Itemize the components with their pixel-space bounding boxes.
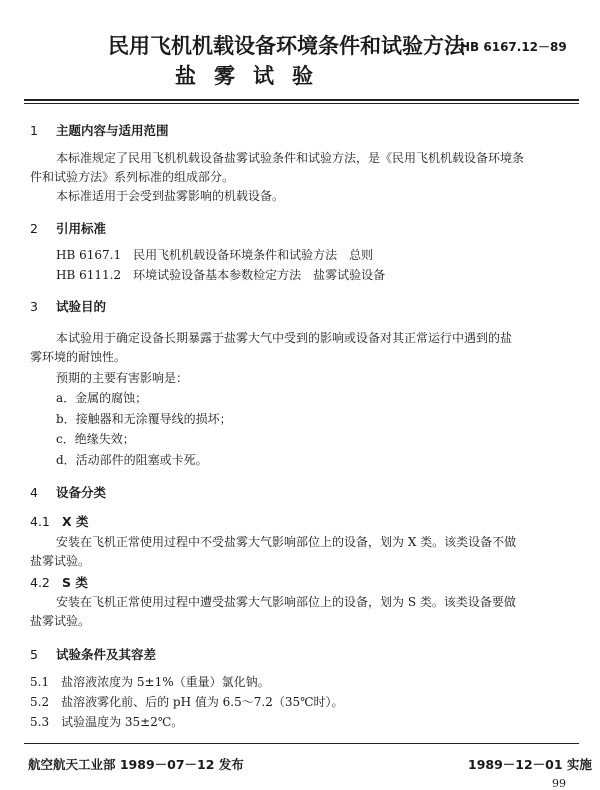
list-item-d: d．活动部件的阻塞或卡死。 bbox=[56, 453, 208, 467]
section-1-paragraph-1-line-2: 件和试验方法》系列标准的组成部分。 bbox=[30, 170, 235, 184]
section-4-1-title: X 类 bbox=[62, 514, 89, 529]
section-3-paragraph-1-line-2: 雾环境的耐蚀性。 bbox=[30, 350, 127, 364]
reference-2: HB 6111.2 环境试验设备基本参数检定方法 盐雾试验设备 bbox=[56, 268, 386, 282]
section-4-1-number: 4.1 bbox=[30, 514, 50, 529]
section-1-title: 主题内容与适用范围 bbox=[56, 123, 169, 138]
list-item-a: a．金属的腐蚀； bbox=[56, 391, 148, 405]
standard-number: HB 6167.12－89 bbox=[460, 40, 567, 54]
issue-date: 航空航天工业部 1989－07－12 发布 bbox=[28, 757, 244, 772]
section-4-2-number: 4.2 bbox=[30, 575, 50, 590]
clause-5-1: 5.1 盐溶液浓度为 5±1%（重量）氯化钠。 bbox=[30, 675, 270, 689]
list-item-c: c．绝缘失效； bbox=[56, 432, 135, 446]
header-rule-bottom bbox=[24, 103, 579, 104]
section-2-number: 2 bbox=[30, 221, 38, 236]
clause-5-2: 5.2 盐溶液雾化前、后的 pH 值为 6.5～7.2（35℃时）。 bbox=[30, 695, 344, 709]
section-1-number: 1 bbox=[30, 123, 38, 138]
header-rule-top bbox=[24, 99, 579, 101]
section-3-number: 3 bbox=[30, 299, 38, 314]
section-5-title: 试验条件及其容差 bbox=[56, 647, 157, 662]
section-3-paragraph-1-line-1: 本试验用于确定设备长期暴露于盐雾大气中受到的影响或设备对其正常运行中遇到的盐 bbox=[56, 331, 513, 345]
section-4-2-heading bbox=[30, 573, 88, 591]
list-item-b: b．接触器和无涂覆导线的损坏； bbox=[56, 412, 232, 426]
effective-date: 1989－12－01 实施 bbox=[468, 757, 592, 772]
reference-1: HB 6167.1 民用飞机机载设备环境条件和试验方法 总则 bbox=[56, 248, 374, 262]
section-4-1-line-1: 安装在飞机正常使用过程中不受盐雾大气影响部位上的设备，划为 X 类。该类设备不做 bbox=[56, 535, 517, 549]
section-1-heading bbox=[30, 121, 169, 139]
section-5-number: 5 bbox=[30, 647, 38, 662]
section-3-heading bbox=[30, 297, 106, 315]
section-5-heading bbox=[30, 645, 156, 663]
document-subtitle: 盐雾试验 bbox=[175, 64, 331, 88]
section-1-paragraph-1-line-1: 本标准规定了民用飞机机载设备盐雾试验条件和试验方法，是《民用飞机机载设备环境条 bbox=[56, 151, 525, 165]
footer-rule bbox=[24, 743, 579, 744]
section-4-1-line-2: 盐雾试验。 bbox=[30, 554, 91, 568]
section-4-number: 4 bbox=[30, 485, 38, 500]
section-3-paragraph-2: 预期的主要有害影响是： bbox=[56, 371, 189, 385]
section-3-title: 试验目的 bbox=[56, 299, 107, 314]
section-4-2-title: S 类 bbox=[62, 575, 88, 590]
document-title: 民用飞机机载设备环境条件和试验方法 bbox=[108, 34, 465, 58]
section-2-heading bbox=[30, 219, 106, 237]
section-4-1-heading bbox=[30, 512, 89, 530]
section-1-paragraph-2: 本标准适用于会受到盐雾影响的机载设备。 bbox=[56, 189, 285, 203]
section-2-title: 引用标准 bbox=[56, 221, 107, 236]
section-4-heading bbox=[30, 483, 106, 501]
section-4-title: 设备分类 bbox=[56, 485, 107, 500]
page-number: 99 bbox=[552, 777, 566, 790]
section-4-2-line-2: 盐雾试验。 bbox=[30, 614, 91, 628]
section-4-2-line-1: 安装在飞机正常使用过程中遭受盐雾大气影响部位上的设备，划为 S 类。该类设备要做 bbox=[56, 595, 516, 609]
clause-5-3: 5.3 试验温度为 35±2℃。 bbox=[30, 715, 184, 729]
